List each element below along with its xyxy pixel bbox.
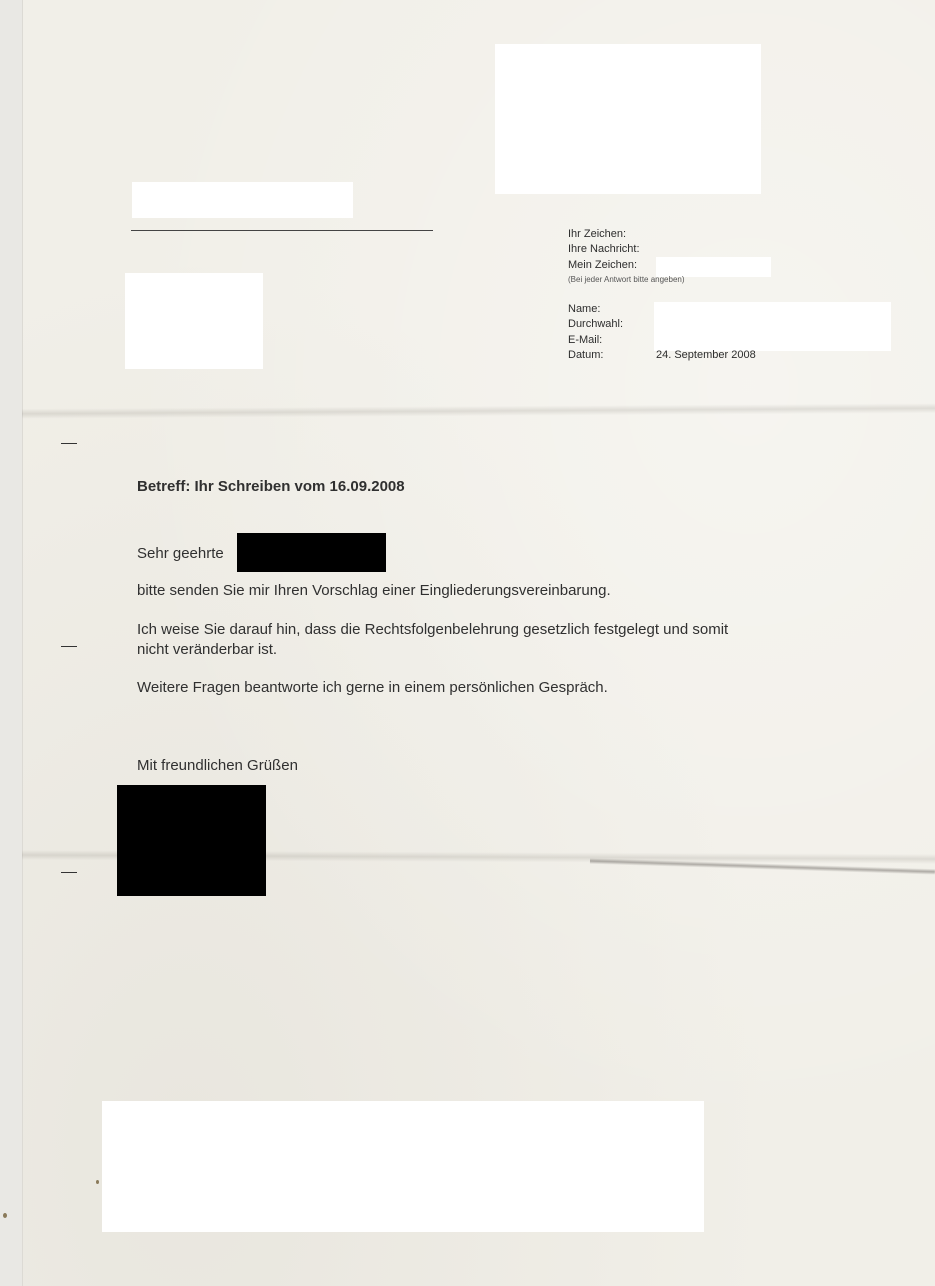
paragraph-notice-line-1: Ich weise Sie darauf hin, dass die Rechtsfolgenbelehrung gesetzlich festgelegt und somit [137,621,729,638]
redacted-signature [117,785,266,896]
redacted-mein-zeichen-value [656,257,771,277]
fold-line-upper [22,403,935,419]
durchwahl-label: Durchwahl: [568,318,624,330]
closing: Mit freundlichen Grüßen [137,757,298,774]
scan-left-edge [0,0,23,1286]
paper-speck [3,1213,7,1218]
redacted-footer [102,1101,704,1232]
reference-note: (Bei jeder Antwort bitte angeben) [568,275,685,284]
mein-zeichen-label: Mein Zeichen: [568,259,638,271]
redacted-recipient-address [125,273,263,369]
email-label: E-Mail: [568,334,603,346]
paragraph-questions: Weitere Fragen beantworte ich gerne in einem persönlichen Gespräch. [137,679,608,696]
punch-mark-middle [61,646,77,647]
datum-label: Datum: [568,349,604,361]
letter-subject: Betreff: Ihr Schreiben vom 16.09.2008 [137,478,405,495]
ihre-nachricht-label: Ihre Nachricht: [568,243,640,255]
redacted-letterhead-logo [495,44,761,194]
redacted-recipient-name [237,533,386,572]
datum-value: 24. September 2008 [656,349,756,361]
redacted-sender-line [132,182,353,218]
sender-underline [131,230,433,231]
salutation: Sehr geehrte [137,545,224,562]
fold-mark-top [61,443,77,444]
paragraph-notice-line-2: nicht veränderbar ist. [137,641,278,658]
paper-speck [96,1180,99,1184]
name-label: Name: [568,303,601,315]
paragraph-request: bitte senden Sie mir Ihren Vorschlag einer Eingliederungsvereinbarung. [137,582,611,599]
fold-mark-bottom [61,872,77,873]
ihr-zeichen-label: Ihr Zeichen: [568,228,627,240]
redacted-contact-details [654,302,891,351]
